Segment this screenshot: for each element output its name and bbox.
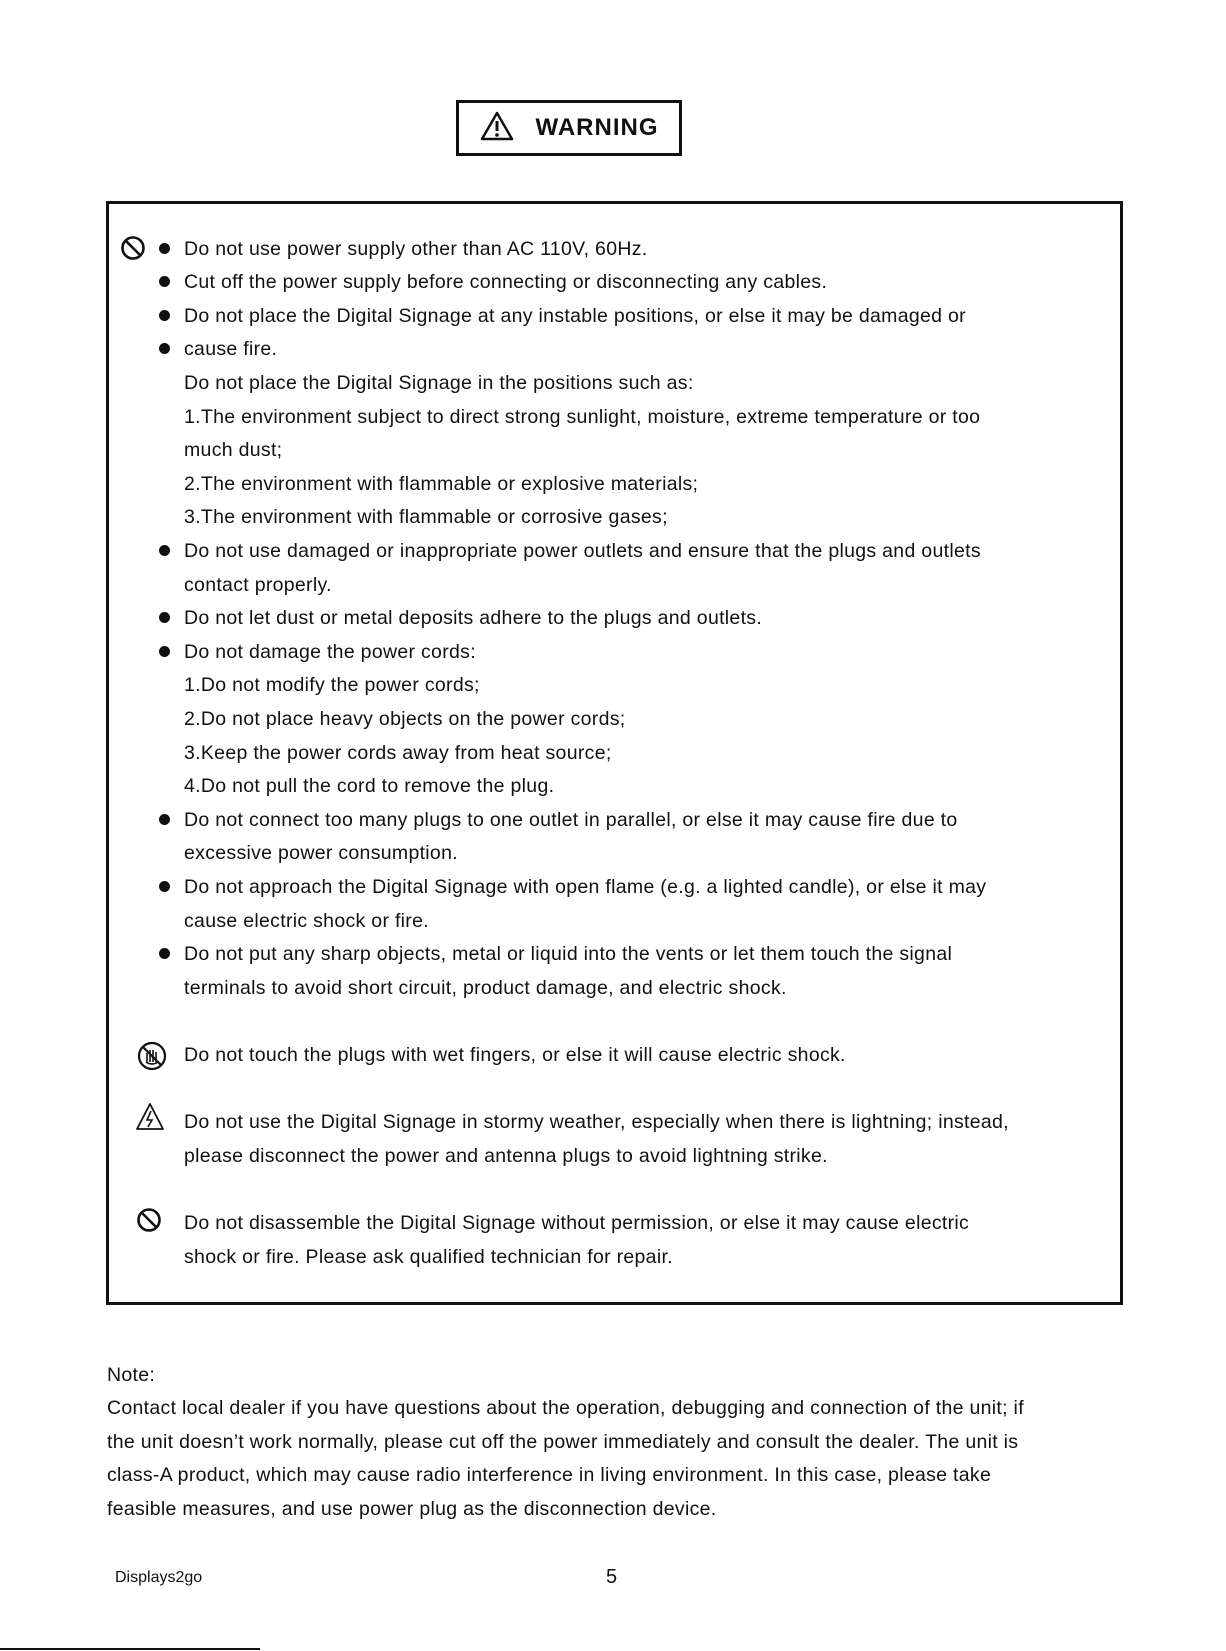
bullet-icon [159,545,170,556]
footer-brand: Displays2go [115,1569,203,1586]
warning-line: contact properly. [184,574,332,596]
warning-title: WARNING [535,114,659,141]
warning-line: Do not approach the Digital Signage with open flame (e.g. a lighted candle), or else it may [184,876,987,898]
lightning-warning-icon [135,1102,165,1137]
warning-line: Do not damage the power cords: [184,641,476,663]
note-label: Note: [107,1364,156,1386]
warning-line: Cut off the power supply before connecting or disconnecting any cables. [184,271,828,293]
warning-line: much dust; [184,439,283,461]
bullet-icon [159,310,170,321]
warning-header [456,100,682,156]
warning-line: 3.Keep the power cords away from heat source; [184,742,612,764]
note-line: Contact local dealer if you have questions about the operation, debugging and connection of the unit; if [107,1397,1024,1419]
bullet-icon [159,276,170,287]
bullet-icon [159,343,170,354]
note-line: feasible measures, and use power plug as the disconnection device. [107,1498,717,1520]
warning-line: excessive power consumption. [184,842,458,864]
warning-line: Do not use damaged or inappropriate power outlets and ensure that the plugs and outlets [184,540,981,562]
warning-line: please disconnect the power and antenna plugs to avoid lightning strike. [184,1145,828,1167]
warning-line: cause electric shock or fire. [184,910,429,932]
warning-line: Do not touch the plugs with wet fingers, or else it will cause electric shock. [184,1044,846,1066]
warning-line: 3.The environment with flammable or corrosive gases; [184,506,668,528]
warning-line: 4.Do not pull the cord to remove the plug. [184,775,555,797]
bullet-icon [159,881,170,892]
warning-line: 1.Do not modify the power cords; [184,674,480,696]
wet-hand-prohibition-icon [137,1041,167,1076]
bottom-divider [0,1648,260,1650]
prohibition-icon [120,235,146,266]
warning-line: shock or fire. Please ask qualified technician for repair. [184,1246,673,1268]
warning-line: Do not put any sharp objects, metal or liquid into the vents or let them touch the signal [184,943,953,965]
prohibition-icon [136,1207,162,1238]
warning-line: cause fire. [184,338,278,360]
warning-line: 1.The environment subject to direct strong sunlight, moisture, extreme temperature or too [184,406,981,428]
note-line: the unit doesn’t work normally, please cut off the power immediately and consult the dealer. The unit is [107,1431,1019,1453]
warning-line: terminals to avoid short circuit, product damage, and electric shock. [184,977,787,999]
bullet-icon [159,646,170,657]
warning-line: 2.Do not place heavy objects on the power cords; [184,708,626,730]
warning-line: Do not let dust or metal deposits adhere to the plugs and outlets. [184,607,763,629]
warning-line: 2.The environment with flammable or explosive materials; [184,473,699,495]
bullet-icon [159,612,170,623]
warning-line: Do not place the Digital Signage at any instable positions, or else it may be damaged or [184,305,966,327]
page-number: 5 [606,1566,618,1588]
bullet-icon [159,814,170,825]
warning-line: Do not use power supply other than AC 110V, 60Hz. [184,238,648,260]
note-line: class-A product, which may cause radio interference in living environment. In this case, please take [107,1464,992,1486]
warning-triangle-icon [480,111,514,146]
bullet-icon [159,243,170,254]
warning-line: Do not place the Digital Signage in the positions such as: [184,372,694,394]
warning-line: Do not use the Digital Signage in stormy weather, especially when there is lightning; instead, [184,1111,1009,1133]
warning-line: Do not connect too many plugs to one outlet in parallel, or else it may cause fire due to [184,809,958,831]
bullet-icon [159,948,170,959]
warning-line: Do not disassemble the Digital Signage without permission, or else it may cause electric [184,1212,970,1234]
